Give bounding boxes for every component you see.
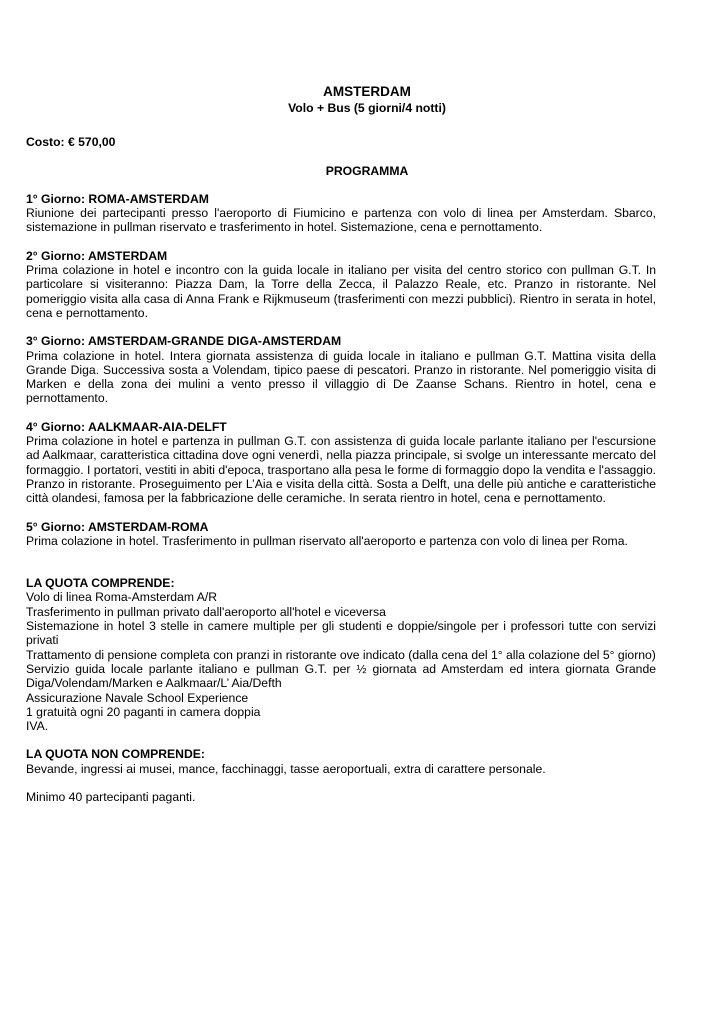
includes-item: Servizio guida locale parlante italiano e pullman G.T. per ½ giornata ad Amsterdam ed intera giornata Grande Diga/Volendam/Marken e Aalkmaar/L’ Aia/Defth xyxy=(26,661,656,691)
document-title: AMSTERDAM xyxy=(323,84,411,99)
day-heading: 4° Giorno: AALKMAAR-AIA-DELFT xyxy=(26,419,227,434)
document-page xyxy=(26,84,656,804)
includes-item: IVA. xyxy=(26,719,49,734)
day-section xyxy=(26,334,656,405)
minimum-participants: Minimo 40 partecipanti paganti. xyxy=(26,789,196,804)
document-subtitle: Volo + Bus (5 giorni/4 notti) xyxy=(288,101,446,115)
day-text: Prima colazione in hotel. Intera giornata assistenza di guida locale in italiano e pullman G.T. Mattina visita della Grande Diga. Successiva sosta a Volendam, tipico paese di pescatori. Pranzo in ristorante. Nel pomeriggio visita di Marken e della zona dei mulini a vento presso il villaggio di De Zaanse Schans. Rientro in hotel, cena e pernottamento. xyxy=(26,348,656,406)
includes-item: Volo di linea Roma-Amsterdam A/R xyxy=(26,590,218,605)
day-text: Riunione dei partecipanti presso l'aeroporto di Fiumicino e partenza con volo di linea per Amsterdam. Sbarco, sistemazione in pullman riservato e trasferimento in hotel. Sistemazione, cena e pernottamento. xyxy=(26,206,656,235)
day-section xyxy=(26,420,656,506)
day-text: Prima colazione in hotel e incontro con la guida locale in italiano per visita del centro storico con pullman G.T. In particolare si visiteranno: Piazza Dam, la Torre della Zecca, il Palazzo Reale, etc. Pranzo in ristorante. Nel pomeriggio visita alla casa di Anna Frank e Rijkmuseum (trasferimenti con mezzi pubblici). Rientro in serata in hotel, cena e pernottamento. xyxy=(26,263,656,320)
includes-item: Trasferimento in pullman privato dall'aeroporto all'hotel e viceversa xyxy=(26,604,386,619)
day-text: Prima colazione in hotel. Trasferimento in pullman riservato all'aeroporto e partenza con volo di linea per Roma. xyxy=(26,533,628,548)
day-heading: 3° Giorno: AMSTERDAM-GRANDE DIGA-AMSTERDAM xyxy=(26,334,342,349)
day-heading: 2° Giorno: AMSTERDAM xyxy=(26,248,168,263)
day-section xyxy=(26,249,656,320)
day-heading: 1° Giorno: ROMA-AMSTERDAM xyxy=(26,191,209,206)
includes-heading: LA QUOTA COMPRENDE: xyxy=(26,576,175,591)
day-heading: 5° Giorno: AMSTERDAM-ROMA xyxy=(26,519,209,534)
includes-item: Sistemazione in hotel 3 stelle in camere multiple per gli studenti e doppie/singole per i professori tutte con servizi privati xyxy=(26,619,656,648)
cost-line: Costo: € 570,00 xyxy=(26,135,116,150)
day-text: Prima colazione in hotel e partenza in pullman G.T. con assistenza di guida locale parlante italiano per l'escursione ad Aalkmaar, caratteristica cittadina dove ogni venerdì, nella piazza principale, si svolge un interessante mercato del formaggio. I portatori, vestiti in abiti d'epoca, trasportano alla pesa le forme di formaggio dopo la vendita e l'assaggio. Pranzo in ristorante. Proseguimento per L’Aia e visita della città. Sosta a Delft, una delle più antiche e caratteristiche città olandesi, famosa per la fabbricazione delle ceramiche. In serata rientro in hotel, cena e pernottamento. xyxy=(26,434,656,506)
includes-item: Trattamento di pensione completa con pranzi in ristorante ove indicato (dalla cena del 1° alla colazione del 5° giorno) xyxy=(26,647,656,662)
includes-item: 1 gratuità ogni 20 paganti in camera doppia xyxy=(26,704,261,719)
excludes-text: Bevande, ingressi ai musei, mance, facchinaggi, tasse aeroportuali, extra di carattere personale. xyxy=(26,761,546,776)
includes-item: Assicurazione Navale School Experience xyxy=(26,690,249,705)
excludes-heading: LA QUOTA NON COMPRENDE: xyxy=(26,747,205,762)
programma-heading: PROGRAMMA xyxy=(325,163,409,178)
day-section xyxy=(26,192,656,235)
day-section xyxy=(26,520,656,549)
